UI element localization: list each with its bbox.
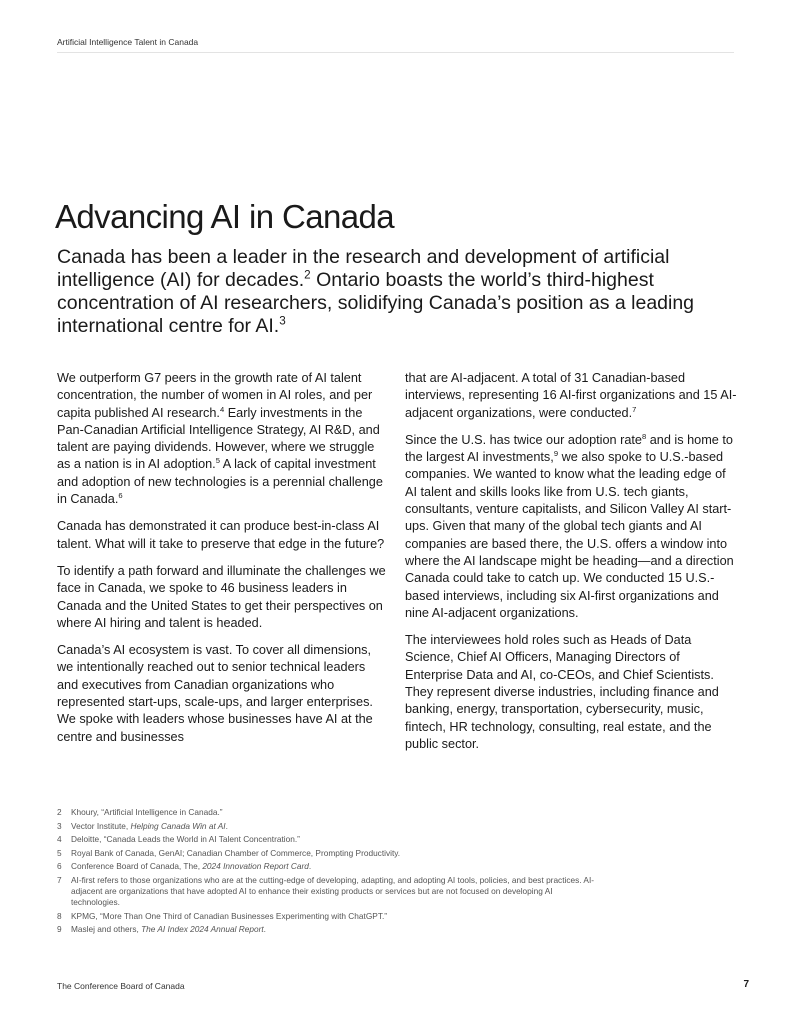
footnote: [57, 911, 597, 922]
footnote-body: Deloitte, “Canada Leads the World in AI Talent Concentration.”: [71, 834, 300, 845]
body-column-left: [57, 370, 387, 756]
body-paragraph: [57, 370, 387, 508]
header-divider: [57, 52, 734, 53]
footnote-text: [71, 848, 597, 859]
body-paragraph: [405, 432, 737, 622]
footnote-ref: 6: [118, 490, 123, 500]
footnote-ref: 7: [632, 404, 637, 414]
footnote-number: 9: [57, 924, 62, 935]
footnote: [57, 807, 597, 818]
body-text: We outperform G7 peers in the growth rate of AI talent concentration, the number of women in AI roles, and per capita published AI research.: [57, 371, 373, 420]
footnote-number: 3: [57, 820, 62, 831]
body-text: Since the U.S. has twice our adoption rate: [405, 432, 642, 447]
footnote-body: Khoury, “Artificial Intelligence in Canada.”: [71, 807, 223, 817]
footnote-ref: 5: [215, 456, 220, 466]
footnote-text: [71, 875, 597, 908]
footnote-text: [71, 861, 597, 872]
body-text: and is home to the largest AI investments,: [405, 432, 733, 465]
footnote-number: 6: [57, 861, 62, 872]
body-paragraph: [405, 370, 737, 422]
body-paragraph: To identify a path forward and illuminate the challenges we face in Canada, we spoke to 46 business leaders in Canada and the United States to get their perspectives on where AI hiring and talent is headed.: [57, 563, 386, 630]
footnote-text: [71, 807, 597, 818]
footnote-text: [71, 924, 597, 935]
footnote-text: [71, 821, 597, 832]
page-number: 7: [743, 979, 749, 990]
footnote-tail: .: [308, 861, 312, 872]
lead-text: Ontario boasts the world’s third-highest concentration of AI researchers, solidifying Canada’s position as a leading international centre for AI.: [57, 269, 695, 337]
footnote-number: 5: [57, 847, 62, 858]
footnote-title: Helping Canada Win at AI: [130, 820, 226, 831]
footer-organization: The Conference Board of Canada: [57, 981, 185, 991]
footnote-number: 4: [57, 834, 62, 845]
running-header: Artificial Intelligence Talent in Canada: [57, 37, 199, 47]
body-paragraph: Canada has demonstrated it can produce best-in-class AI talent. What will it take to preserve that edge in the future?: [57, 519, 385, 551]
footnote-body: Royal Bank of Canada, GenAI; Canadian Chamber of Commerce, Prompting Productivity.: [71, 847, 401, 858]
body-paragraph: The interviewees hold roles such as Heads of Data Science, Chief AI Officers, Managing Directors of Enterprise Data and AI, co-CEOs, and Chief Scientists. They represent diverse industries, including finance and banking, energy, transportation, cybersecurity, music, fintech, HR technology, consulting, real estate, and the public sector.: [405, 633, 719, 751]
footnote: [57, 924, 597, 935]
body-paragraph: Canada’s AI ecosystem is vast. To cover all dimensions, we intentionally reached out to senior technical leaders and executives from Canadian organizations who represented start-ups, scale-ups, and larger enterprises. We spoke with leaders whose businesses have AI at the centre and businesses: [57, 643, 373, 744]
footnote-body: KPMG, “More Than One Third of Canadian Businesses Experimenting with ChatGPT.”: [71, 910, 388, 921]
footnote-tail: .: [225, 820, 228, 831]
footnote: [57, 861, 597, 872]
body-text: that are AI-adjacent. A total of 31 Canadian-based interviews, representing 16 AI-first organizations and 15 AI-adjacent organizations, were conducted.: [405, 371, 737, 420]
footnote-number: 2: [57, 807, 62, 817]
body-column-right: [405, 370, 737, 763]
footnote-body: Maslej and others,: [71, 924, 142, 935]
footnote-text: [71, 911, 597, 922]
footnote: [57, 875, 597, 908]
lead-text: Canada has been a leader in the research and development of artificial intelligence (AI) for decades.: [57, 246, 670, 291]
footnote-body: Vector Institute,: [71, 820, 131, 831]
footnote-ref: 4: [219, 404, 225, 414]
footnotes-list: [57, 807, 597, 938]
lead-paragraph: [57, 246, 747, 338]
footnote-number: 8: [57, 910, 62, 921]
body-text: Early investments in the Pan-Canadian Artificial Intelligence Strategy, AI R&D, and talent are paying dividends. However, where we struggle as a nation is in AI adoption.: [57, 405, 380, 472]
body-text: A lack of capital investment and adoption of new technologies is a perennial challenge in Canada.: [57, 457, 383, 507]
footnote-title: The AI Index 2024 Annual Report: [141, 924, 264, 935]
page-title: Advancing AI in Canada: [55, 198, 395, 235]
footnote-ref: 3: [279, 314, 286, 328]
footnote: [57, 834, 597, 845]
footnote: [57, 821, 597, 832]
footnote-ref: 8: [641, 431, 647, 441]
footnote-title: 2024 Innovation Report Card: [202, 861, 309, 872]
footnote: [57, 848, 597, 859]
footnote-body: AI-first refers to those organizations who are at the cutting-edge of developing, adapting, and adopting AI tools, policies, and best practices. AI-adjacent are organizations that have adopted AI to enhance their existing products or services but are not focused on developing AI technologies.: [71, 874, 595, 907]
body-text: we also spoke to U.S.-based companies. We wanted to know what the leading edge of AI talent and skills looks like from U.S. tech giants, consultants, venture capitalists, and Silicon Valley AI start-ups. Given that many of the global tech giants and AI companies are based there, the U.S. offers a window into where the AI landscape might be heading—and a direction Canada could take to catch up. We conducted 15 U.S.-based interviews, including six AI-first organizations and nine AI-adjacent organizations.: [405, 450, 734, 620]
footnote-ref: 2: [304, 268, 311, 282]
footnote-number: 7: [57, 874, 62, 885]
footnote-body: Conference Board of Canada, The,: [71, 861, 203, 872]
footnote-ref: 9: [553, 448, 559, 458]
footnote-text: [71, 834, 597, 845]
footnote-tail: .: [263, 924, 266, 935]
